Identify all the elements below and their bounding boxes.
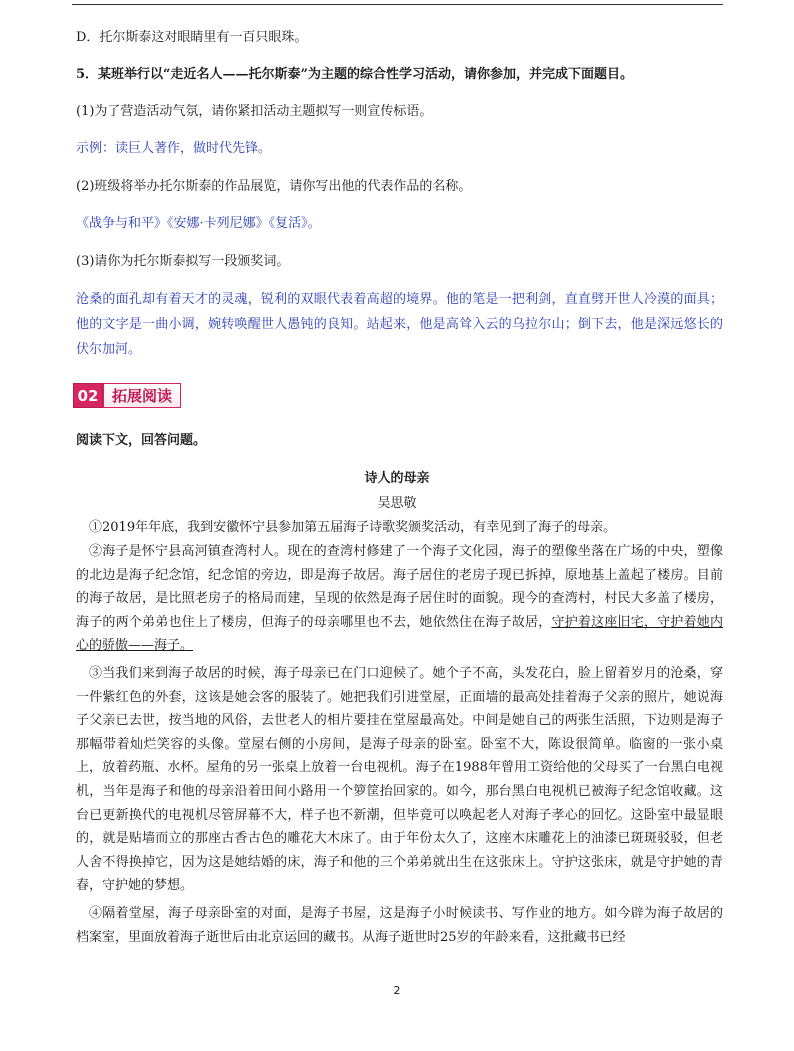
q5-answer3: 沧桑的面孔却有着天才的灵魂，锐利的双眼代表着高超的境界。他的笔是一把利剑，直直劈开世人冷漠的面具；他的文字是一曲小调，婉转唤醒世人愚钝的良知。站起来，他是高耸入云的乌拉尔山；倒下去，他是深远悠长的伏尔加河。: [76, 292, 723, 357]
page-number: 2: [393, 984, 401, 997]
section-title: 拓展阅读: [103, 383, 181, 408]
q5-sub2: (2)班级将举办托尔斯泰的作品展览，请你写出他的代表作品的名称。: [76, 179, 472, 194]
reading-instruction: 阅读下文，回答问题。: [76, 433, 207, 448]
article-paragraph-1: ①2019年年底，我到安徽怀宁县参加第五届海子诗歌奖颁奖活动，有幸见到了海子的母亲。: [89, 520, 617, 535]
paragraph-2-text: ②海子是怀宁县高河镇查湾村人。现在的查湾村修建了一个海子文化园，海子的塑像坐落在广场的中央，塑像的北边是海子纪念馆，纪念馆的旁边，即是海子故居。海子居住的老房子现已拆掉，原地基上盖起了楼房。目前的海子故居，是比照老房子的格局而建，呈现的依然是海子居住时的面貌。现今的查湾村，村民大多盖了楼房，海子的两个弟弟也住上了楼房，但海子的母亲哪里也不去，她依然住在海子故居，: [76, 544, 723, 630]
top-rule: [72, 4, 723, 5]
article-paragraph-4: ④隔着堂屋，海子母亲卧室的对面，是海子书屋，这是海子小时候读书、写作业的地方。如今辟为海子故居的档案室，里面放着海子逝世后由北京运回的藏书。从海子逝世时25岁的年龄来看，这批藏书已经: [76, 906, 723, 945]
section-tag: [73, 383, 181, 408]
q5-answer1: 示例：读巨人著作，做时代先锋。: [76, 141, 272, 156]
article-paragraph-3: ③当我们来到海子故居的时候，海子母亲已在门口迎候了。她个子不高，头发花白，脸上留着岁月的沧桑，穿一件紫红色的外套，这该是她会客的服装了。她把我们引进堂屋，正面墙的最高处挂着海子父亲的照片，她说海子父亲已去世，按当地的风俗，去世老人的相片要挂在堂屋最高处。中间是她自己的两张生活照，下边则是海子那幅带着灿烂笑容的头像。堂屋右侧的小房间，是海子母亲的卧室。卧室不大，陈设很简单。临窗的一张小桌上，放着药瓶、水杯。屋角的另一张桌上放着一台电视机。海子在1988年曾用工资给他的父母买了一台黑白电视机，当年是海子和他的母亲沿着田间小路用一个箩筐抬回家的。如今，那台黑白电视机已被海子纪念馆收藏。这台已更新换代的电视机尽管屏幕不大，样子也不新潮，但毕竟可以唤起老人对海子孝心的回忆。这卧室中最显眼的，就是贴墙而立的那座古香古色的雕花大木床了。由于年份太久了，这座木床雕花上的油漆已斑斑驳驳，但老人舍不得换掉它，因为这是她结婚的床，海子和他的三个弟弟就出生在这张床上。守护这张床，就是守护她的青春，守护她的梦想。: [76, 666, 723, 894]
article-paragraph-2: [76, 540, 723, 658]
paragraph-2-underlined: 守护着这座旧宅，守护着她内心的骄傲——海子。: [76, 614, 723, 654]
q5-sub1: (1)为了营造活动气氛，请你紧扣活动主题拟写一则宣传标语。: [76, 104, 433, 119]
article-author: 吴思敬: [377, 496, 417, 511]
q4-option-d: D．托尔斯泰这对眼睛里有一百只眼珠。: [76, 30, 308, 45]
q5-sub3: (3)请你为托尔斯泰拟写一段颁奖词。: [76, 254, 290, 269]
q5-stem: 5．某班举行以“走近名人——托尔斯泰”为主题的综合性学习活动，请你参加，并完成下面题目。: [76, 67, 634, 82]
section-number: 02: [73, 383, 103, 408]
article-title: 诗人的母亲: [364, 471, 430, 486]
q5-answer2: 《战争与和平》《安娜·卡列尼娜》《复活》。: [76, 216, 321, 231]
